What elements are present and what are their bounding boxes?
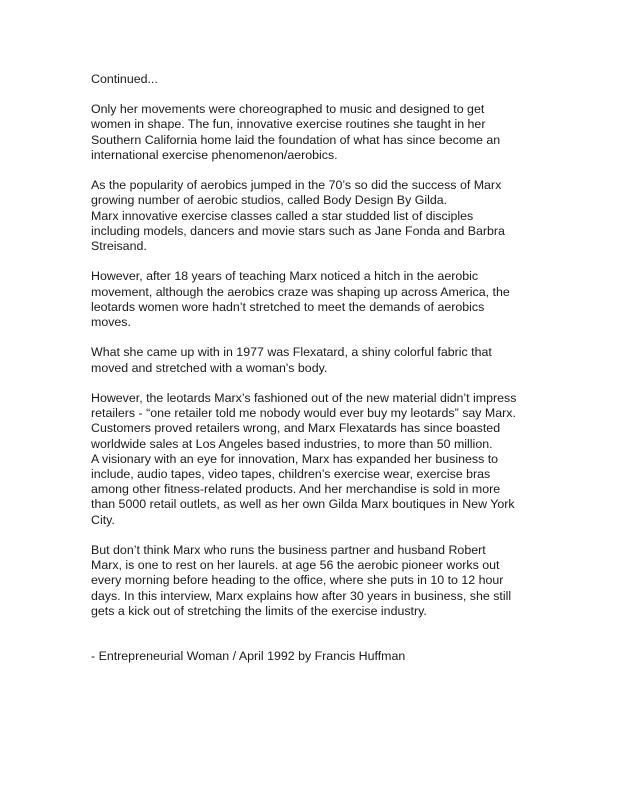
text-line: What she came up with in 1977 was Flexatard, a shiny colorful fabric that [91, 345, 492, 360]
text-line: Marx innovative exercise classes called a star studded list of disciples [91, 208, 474, 223]
paragraph-3 [91, 269, 561, 330]
text-line: But don’t think Marx who runs the business partner and husband Robert [91, 543, 486, 558]
text-line: Customers proved retailers wrong, and Marx Flexatards has since boasted [91, 421, 501, 436]
text-line: gets a kick out of stretching the limits of the exercise industry. [91, 603, 427, 618]
text-line: Only her movements were choreographed to music and designed to get [91, 102, 485, 117]
text-line: A visionary with an eye for innovation, Marx has expanded her business to [91, 451, 499, 466]
text-line: every morning before heading to the office, where she puts in 10 to 12 hour [91, 573, 504, 588]
text-line: However, after 18 years of teaching Marx noticed a hitch in the aerobic [91, 269, 479, 284]
text-line: days. In this interview, Marx explains how after 30 years in business, she still [91, 588, 512, 603]
text-line: among other fitness-related products. And her merchandise is sold in more [91, 482, 501, 497]
text-line: movement, although the aerobics craze was shaping up across America, the [91, 284, 510, 299]
text-line: Marx, is one to rest on her laurels. at age 56 the aerobic pioneer works out [91, 558, 500, 573]
text-line: worldwide sales at Los Angeles based industries, to more than 50 million. [91, 436, 493, 451]
text-line: leotards women wore hadn’t stretched to meet the demands of aerobics [91, 299, 485, 314]
paragraph-5 [91, 391, 561, 528]
text-line: As the popularity of aerobics jumped in the 70’s so did the success of Marx [91, 178, 502, 193]
text-line: growing number of aerobic studios, called Body Design By Gilda. [91, 193, 448, 208]
continued-heading: Continued... [91, 72, 158, 86]
text-line: retailers - “one retailer told me nobody would ever buy my leotards” say Marx. [91, 406, 516, 421]
text-line: women in shape. The fun, innovative exercise routines she taught in her [91, 117, 486, 132]
text-line: than 5000 retail outlets, as well as her own Gilda Marx boutiques in New York [91, 497, 515, 512]
text-line: Streisand. [91, 239, 147, 254]
text-line: international exercise phenomenon/aerobics. [91, 147, 338, 162]
text-line: include, audio tapes, video tapes, children’s exercise wear, exercise bras [91, 467, 491, 482]
text-line: However, the leotards Marx’s fashioned out of the new material didn’t impress [91, 391, 517, 405]
paragraph-4 [91, 345, 561, 375]
paragraph-6 [91, 543, 561, 619]
document-page [91, 72, 561, 665]
paragraph-1 [91, 102, 561, 163]
text-line: including models, dancers and movie stars such as Jane Fonda and Barbra [91, 223, 505, 238]
text-line: City. [91, 512, 115, 527]
text-line: moved and stretched with a woman's body. [91, 360, 328, 375]
paragraph-2 [91, 178, 561, 254]
text-line: moves. [91, 315, 131, 330]
text-line: Southern California home laid the foundation of what has since become an [91, 132, 501, 147]
byline: - Entrepreneurial Woman / April 1992 by Francis Huffman [91, 649, 406, 664]
